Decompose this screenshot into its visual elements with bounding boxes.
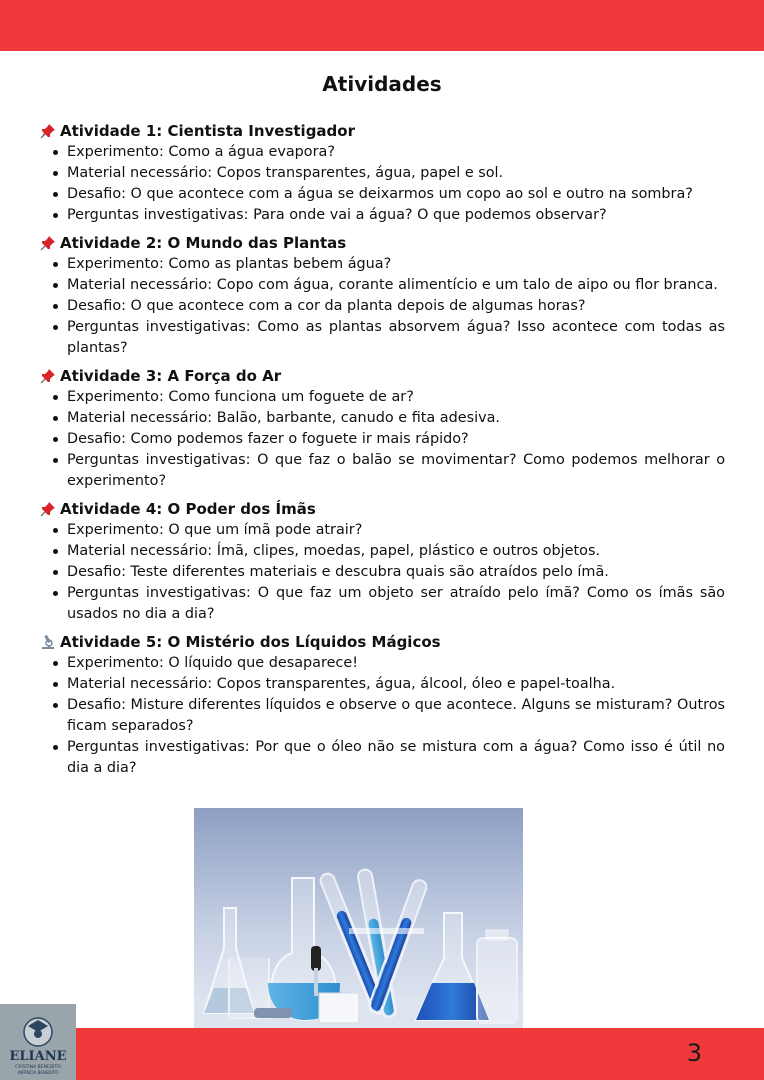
bottom-banner xyxy=(0,1028,764,1080)
list-item: Desafio: O que acontece com a água se deixarmos um copo ao sol e outro na sombra? xyxy=(40,184,725,205)
activity-5-heading xyxy=(40,631,725,653)
pushpin-icon xyxy=(40,501,56,517)
pushpin-icon xyxy=(40,235,56,251)
page-title: Atividades xyxy=(322,72,442,96)
activity-4-items xyxy=(40,520,725,625)
list-item: Desafio: O que acontece com a cor da planta depois de algumas horas? xyxy=(40,296,725,317)
list-item: Perguntas investigativas: O que faz o balão se movimentar? Como podemos melhorar o experimento? xyxy=(40,450,725,492)
activity-4-title: Atividade 4: O Poder dos Ímãs xyxy=(60,500,316,518)
list-item: Experimento: Como funciona um foguete de ar? xyxy=(40,387,725,408)
list-item: Perguntas investigativas: Para onde vai a água? O que podemos observar? xyxy=(40,205,725,226)
list-item: Material necessário: Copo com água, corante alimentício e um talo de aipo ou flor branca. xyxy=(40,275,725,296)
list-item: Perguntas investigativas: Por que o óleo não se mistura com a água? Como isso é útil no dia a dia? xyxy=(40,737,725,779)
activity-5-title: Atividade 5: O Mistério dos Líquidos Mágicos xyxy=(60,633,441,651)
activity-1-title: Atividade 1: Cientista Investigador xyxy=(60,122,355,140)
list-item: Perguntas investigativas: O que faz um objeto ser atraído pelo ímã? Como os ímãs são usados no dia a dia? xyxy=(40,583,725,625)
logo-text-sub2: · INFÂNCIA BENEDITO · xyxy=(15,1070,61,1075)
activity-1-heading xyxy=(40,120,725,142)
list-item: Experimento: O que um ímã pode atrair? xyxy=(40,520,725,541)
top-banner xyxy=(0,0,764,51)
list-item: Desafio: Misture diferentes líquidos e observe o que acontece. Alguns se misturam? Outros ficam separados? xyxy=(40,695,725,737)
list-item: Material necessário: Balão, barbante, canudo e fita adesiva. xyxy=(40,408,725,429)
list-item: Experimento: Como a água evapora? xyxy=(40,142,725,163)
list-item: Material necessário: Copos transparentes, água, papel e sol. xyxy=(40,163,725,184)
activity-3 xyxy=(40,365,725,492)
activity-5 xyxy=(40,631,725,779)
list-item: Desafio: Como podemos fazer o foguete ir mais rápido? xyxy=(40,429,725,450)
activities-list xyxy=(40,120,725,785)
list-item: Material necessário: Ímã, clipes, moedas, papel, plástico e outros objetos. xyxy=(40,541,725,562)
activity-5-items xyxy=(40,653,725,779)
activity-4 xyxy=(40,498,725,625)
pushpin-icon xyxy=(40,123,56,139)
page-number: 3 xyxy=(686,1039,702,1067)
activity-2-items xyxy=(40,254,725,359)
list-item: Experimento: Como as plantas bebem água? xyxy=(40,254,725,275)
activity-2-title: Atividade 2: O Mundo das Plantas xyxy=(60,234,347,252)
activity-1-items xyxy=(40,142,725,226)
list-item: Perguntas investigativas: Como as plantas absorvem água? Isso acontece com todas as plantas? xyxy=(40,317,725,359)
microscope-icon xyxy=(40,634,56,650)
activity-3-title: Atividade 3: A Força do Ar xyxy=(60,367,282,385)
logo-text-sub1: CRISTINA BENEDITO xyxy=(15,1065,61,1070)
activity-3-items xyxy=(40,387,725,492)
list-item: Experimento: O líquido que desaparece! xyxy=(40,653,725,674)
list-item: Desafio: Teste diferentes materiais e descubra quais são atraídos pelo ímã. xyxy=(40,562,725,583)
brand-logo xyxy=(0,1004,76,1080)
activity-1 xyxy=(40,120,725,226)
logo-text-main: ELIANE xyxy=(9,1049,67,1064)
activity-2-heading xyxy=(40,232,725,254)
list-item: Material necessário: Copos transparentes, água, álcool, óleo e papel-toalha. xyxy=(40,674,725,695)
lab-glassware-photo xyxy=(194,808,523,1028)
activity-3-heading xyxy=(40,365,725,387)
activity-4-heading xyxy=(40,498,725,520)
pushpin-icon xyxy=(40,368,56,384)
activity-2 xyxy=(40,232,725,359)
